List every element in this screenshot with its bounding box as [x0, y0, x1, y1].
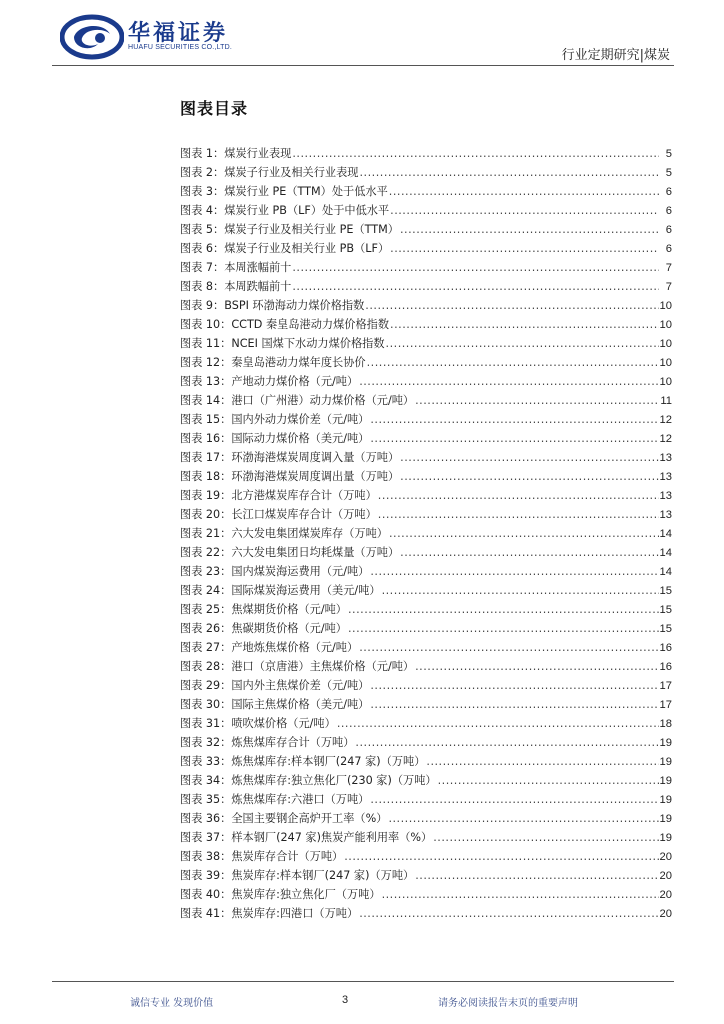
- toc-leader-dots: [388, 812, 658, 825]
- toc-leader-dots: [382, 584, 659, 597]
- toc-entry-page: 7: [665, 262, 672, 274]
- toc-entry[interactable]: [180, 506, 672, 525]
- toc-entry-label: 图表 40：焦炭库存:独立焦化厂（万吨）: [180, 888, 381, 901]
- toc-entry[interactable]: [180, 905, 672, 924]
- toc-entry-label: 图表 4：煤炭行业 PB（LF）处于中低水平: [180, 204, 390, 217]
- toc-entry-page: 20: [659, 851, 672, 863]
- toc-entry[interactable]: [180, 886, 672, 905]
- toc-leader-dots: [360, 166, 660, 179]
- toc-entry-page: 19: [659, 794, 672, 806]
- toc-entry[interactable]: [180, 487, 672, 506]
- toc-entry-page: 20: [659, 908, 672, 920]
- toc-entry[interactable]: [180, 221, 672, 240]
- toc-entry[interactable]: [180, 183, 672, 202]
- toc-entry[interactable]: [180, 867, 672, 886]
- toc-entry-label: 图表 35：炼焦煤库存:六港口（万吨）: [180, 793, 370, 806]
- toc-entry[interactable]: [180, 525, 672, 544]
- toc-entry[interactable]: [180, 791, 672, 810]
- toc-entry[interactable]: [180, 658, 672, 677]
- toc-entry[interactable]: [180, 848, 672, 867]
- toc-entry-page: 17: [659, 699, 672, 711]
- toc-entry-label: 图表 21：六大发电集团煤炭库存（万吨）: [180, 527, 388, 540]
- toc-entry-page: 14: [659, 566, 672, 578]
- toc-entry[interactable]: [180, 240, 672, 259]
- toc-leader-dots: [415, 660, 658, 673]
- company-name-en: HUAFU SECURITIES CO.,LTD.: [128, 44, 233, 51]
- toc-entry-page: 6: [665, 243, 672, 255]
- toc-entry-label: 图表 23：国内煤炭海运费用（元/吨）: [180, 565, 370, 578]
- toc-entry-page: 5: [665, 167, 672, 179]
- toc-entry-label: 图表 9：BSPI 环渤海动力煤价格指数: [180, 299, 365, 312]
- toc-leader-dots: [426, 755, 658, 768]
- toc-entry[interactable]: [180, 715, 672, 734]
- toc-leader-dots: [378, 489, 659, 502]
- toc-entry-label: 图表 7：本周涨幅前十: [180, 261, 292, 274]
- toc-entry-label: 图表 37：样本钢厂(247 家)焦炭产能利用率（%）: [180, 831, 433, 844]
- toc-leader-dots: [344, 850, 658, 863]
- toc-entry-page: 15: [659, 604, 672, 616]
- toc-entry-label: 图表 15：国内外动力煤价差（元/吨）: [180, 413, 370, 426]
- page-number: 3: [342, 994, 349, 1006]
- toc-entry-page: 15: [659, 623, 672, 635]
- toc-entry-label: 图表 12：秦皇岛港动力煤年度长协价: [180, 356, 366, 369]
- toc-entry[interactable]: [180, 468, 672, 487]
- toc-leader-dots: [415, 869, 658, 882]
- toc-entry[interactable]: [180, 677, 672, 696]
- toc-leader-dots: [390, 204, 659, 217]
- toc-entry-label: 图表 16：国际动力煤价格（美元/吨）: [180, 432, 370, 445]
- toc-entry-label: 图表 10：CCTD 秦皇岛港动力煤价格指数: [180, 318, 390, 331]
- toc-entry-page: 19: [659, 737, 672, 749]
- toc-entry[interactable]: [180, 373, 672, 392]
- toc-entry-page: 14: [659, 528, 672, 540]
- toc-leader-dots: [370, 432, 658, 445]
- toc-entry[interactable]: [180, 164, 672, 183]
- toc-entry-page: 10: [659, 376, 672, 388]
- toc-entry[interactable]: [180, 411, 672, 430]
- toc-leader-dots: [382, 888, 659, 901]
- toc-leader-dots: [292, 147, 659, 160]
- toc-entry-label: 图表 31：喷吹煤价格（元/吨）: [180, 717, 336, 730]
- toc-entry-label: 图表 2：煤炭子行业及相关行业表现: [180, 166, 359, 179]
- toc-entry-page: 6: [665, 205, 672, 217]
- toc-leader-dots: [359, 907, 658, 920]
- footer-slogan: 诚信专业 发现价值: [130, 998, 214, 1009]
- toc-entry-page: 15: [659, 585, 672, 597]
- toc-entry-page: 11: [660, 395, 672, 407]
- toc-entry-label: 图表 32：炼焦煤库存合计（万吨）: [180, 736, 355, 749]
- toc-entry-label: 图表 6：煤炭子行业及相关行业 PB（LF）: [180, 242, 390, 255]
- toc-leader-dots: [378, 508, 659, 521]
- toc-leader-dots: [370, 698, 658, 711]
- toc-entry[interactable]: [180, 202, 672, 221]
- toc-entry-page: 10: [659, 300, 672, 312]
- toc-entry-label: 图表 1：煤炭行业表现: [180, 147, 292, 160]
- toc-leader-dots: [389, 185, 659, 198]
- toc-entry-label: 图表 30：国际主焦煤价格（美元/吨）: [180, 698, 370, 711]
- toc-leader-dots: [348, 603, 659, 616]
- toc-entry-page: 10: [659, 319, 672, 331]
- toc-entry[interactable]: [180, 829, 672, 848]
- toc-entry-label: 图表 33：炼焦煤库存:样本钢厂(247 家)（万吨）: [180, 755, 426, 768]
- toc-entry[interactable]: [180, 297, 672, 316]
- toc-entry-page: 6: [665, 224, 672, 236]
- toc-entry-label: 图表 20：长江口煤炭库存合计（万吨）: [180, 508, 377, 521]
- toc-leader-dots: [389, 527, 659, 540]
- toc-entry-label: 图表 13：产地动力煤价格（元/吨）: [180, 375, 359, 388]
- toc-entry-page: 19: [659, 756, 672, 768]
- toc-entry-page: 12: [659, 433, 672, 445]
- toc-entry-page: 13: [659, 452, 672, 464]
- toc-leader-dots: [292, 280, 659, 293]
- toc-entry[interactable]: [180, 316, 672, 335]
- toc-entry[interactable]: [180, 259, 672, 278]
- toc-entry-page: 13: [659, 471, 672, 483]
- toc-leader-dots: [415, 394, 659, 407]
- figure-toc-list: [180, 145, 672, 924]
- toc-entry-label: 图表 27：产地炼焦煤价格（元/吨）: [180, 641, 359, 654]
- toc-entry[interactable]: [180, 145, 672, 164]
- toc-leader-dots: [370, 793, 658, 806]
- toc-entry-page: 7: [665, 281, 672, 293]
- toc-entry[interactable]: [180, 544, 672, 563]
- toc-entry-label: 图表 11：NCEI 国煤下水动力煤价格指数: [180, 337, 385, 350]
- toc-entry-label: 图表 19：北方港煤炭库存合计（万吨）: [180, 489, 377, 502]
- toc-entry-page: 18: [659, 718, 672, 730]
- toc-entry[interactable]: [180, 772, 672, 791]
- toc-leader-dots: [370, 413, 658, 426]
- toc-entry-label: 图表 17：环渤海港煤炭周度调入量（万吨）: [180, 451, 400, 464]
- toc-leader-dots: [400, 451, 658, 464]
- toc-entry[interactable]: [180, 335, 672, 354]
- toc-entry-page: 10: [659, 338, 672, 350]
- toc-entry[interactable]: [180, 810, 672, 829]
- toc-title: 图表目录: [180, 99, 249, 118]
- toc-entry[interactable]: [180, 601, 672, 620]
- toc-entry[interactable]: [180, 430, 672, 449]
- toc-entry-page: 6: [665, 186, 672, 198]
- toc-leader-dots: [400, 546, 658, 559]
- toc-entry-label: 图表 36：全国主要钢企高炉开工率（%）: [180, 812, 388, 825]
- toc-entry-label: 图表 34：炼焦煤库存:独立焦化厂(230 家)（万吨）: [180, 774, 437, 787]
- toc-entry-page: 16: [659, 642, 672, 654]
- toc-leader-dots: [370, 679, 658, 692]
- toc-entry-label: 图表 38：焦炭库存合计（万吨）: [180, 850, 344, 863]
- toc-entry[interactable]: [180, 354, 672, 373]
- toc-entry-page: 13: [659, 509, 672, 521]
- toc-entry-page: 10: [659, 357, 672, 369]
- toc-entry[interactable]: [180, 278, 672, 297]
- toc-leader-dots: [365, 299, 658, 312]
- toc-leader-dots: [355, 736, 658, 749]
- toc-entry[interactable]: [180, 696, 672, 715]
- header-divider: [52, 65, 674, 66]
- toc-leader-dots: [400, 223, 659, 236]
- report-type: 行业定期研究|煤炭: [561, 48, 670, 63]
- huafu-logo-icon: [60, 14, 124, 60]
- toc-entry-label: 图表 8：本周跌幅前十: [180, 280, 292, 293]
- toc-entry-label: 图表 22：六大发电集团日均耗煤量（万吨）: [180, 546, 400, 559]
- toc-entry-page: 20: [659, 870, 672, 882]
- toc-entry-label: 图表 39：焦炭库存:样本钢厂(247 家)（万吨）: [180, 869, 415, 882]
- toc-entry-label: 图表 14：港口（广州港）动力煤价格（元/吨）: [180, 394, 415, 407]
- company-name-cn: 华福证券: [128, 20, 229, 46]
- toc-entry[interactable]: [180, 563, 672, 582]
- toc-leader-dots: [370, 565, 658, 578]
- toc-leader-dots: [438, 774, 659, 787]
- toc-leader-dots: [390, 242, 659, 255]
- toc-entry-label: 图表 29：国内外主焦煤价差（元/吨）: [180, 679, 370, 692]
- toc-entry-page: 16: [659, 661, 672, 673]
- toc-entry-page: 19: [659, 832, 672, 844]
- toc-leader-dots: [348, 622, 659, 635]
- toc-leader-dots: [337, 717, 659, 730]
- toc-entry-label: 图表 41：焦炭库存:四港口（万吨）: [180, 907, 359, 920]
- toc-entry[interactable]: [180, 753, 672, 772]
- toc-entry[interactable]: [180, 639, 672, 658]
- toc-entry[interactable]: [180, 620, 672, 639]
- toc-leader-dots: [292, 261, 659, 274]
- toc-entry-label: 图表 25：焦煤期货价格（元/吨）: [180, 603, 347, 616]
- toc-leader-dots: [359, 375, 658, 388]
- toc-entry-page: 19: [659, 813, 672, 825]
- toc-entry-label: 图表 24：国际煤炭海运费用（美元/吨）: [180, 584, 381, 597]
- toc-entry[interactable]: [180, 582, 672, 601]
- toc-entry-label: 图表 28：港口（京唐港）主焦煤价格（元/吨）: [180, 660, 415, 673]
- toc-leader-dots: [359, 641, 658, 654]
- toc-entry-page: 13: [659, 490, 672, 502]
- toc-entry-page: 14: [659, 547, 672, 559]
- toc-leader-dots: [400, 470, 658, 483]
- toc-entry-page: 20: [659, 889, 672, 901]
- toc-entry-label: 图表 26：焦碳期货价格（元/吨）: [180, 622, 347, 635]
- toc-entry-page: 19: [659, 775, 672, 787]
- toc-entry[interactable]: [180, 392, 672, 411]
- toc-entry-label: 图表 18：环渤海港煤炭周度调出量（万吨）: [180, 470, 400, 483]
- toc-entry[interactable]: [180, 734, 672, 753]
- toc-leader-dots: [386, 337, 659, 350]
- toc-leader-dots: [390, 318, 659, 331]
- toc-leader-dots: [433, 831, 658, 844]
- toc-leader-dots: [367, 356, 659, 369]
- toc-entry-page: 12: [659, 414, 672, 426]
- toc-entry-label: 图表 3：煤炭行业 PE（TTM）处于低水平: [180, 185, 388, 198]
- page-header: [0, 0, 724, 70]
- toc-entry-label: 图表 5：煤炭子行业及相关行业 PE（TTM）: [180, 223, 399, 236]
- toc-entry[interactable]: [180, 449, 672, 468]
- toc-entry-page: 17: [659, 680, 672, 692]
- footer-disclaimer: 请务必阅读报告末页的重要声明: [438, 998, 578, 1009]
- footer-divider: [52, 981, 674, 982]
- toc-entry-page: 5: [665, 148, 672, 160]
